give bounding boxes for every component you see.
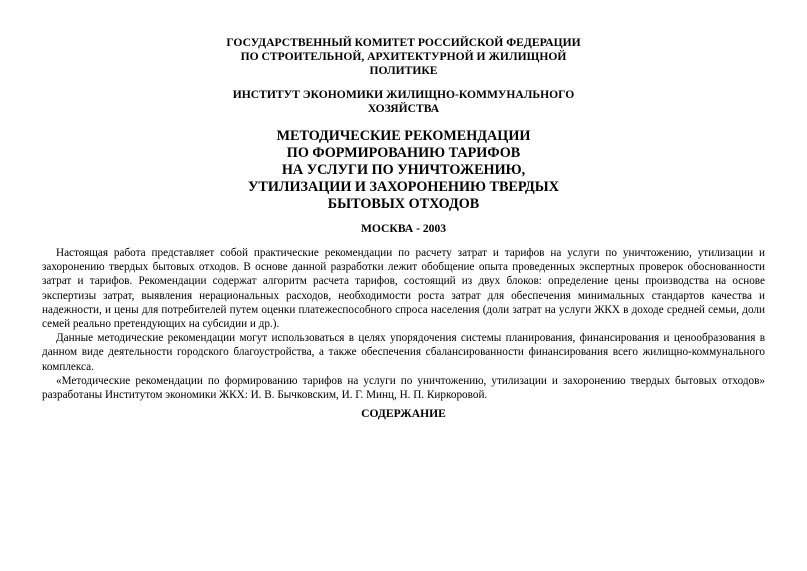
title-line: УТИЛИЗАЦИИ И ЗАХОРОНЕНИЮ ТВЕРДЫХ xyxy=(248,179,559,195)
organization-line: ПО СТРОИТЕЛЬНОЙ, АРХИТЕКТУРНОЙ И ЖИЛИЩНОЙ xyxy=(240,50,567,63)
body-paragraph: Настоящая работа представляет собой практические рекомендации по расчету затрат и тарифов на услуги по уничтожению, утилизации и захоронению твердых бытовых отходов. В основе данной разработки лежит обобщение опыта проведенных экспертных проверок обоснованности затрат и тарифов. Рекомендации содержат алгоритм расчета тарифов, состоящий из двух блоков: определение цены производства на основе экспертизы затрат, выявления нерациональных расходов, необходимости роста затрат для обеспечения минимальных стандартов качества и надежности, и цены для потребителей путем оценки платежеспособного спроса населения (доли затрат на услуги ЖКХ в доходе средней семьи, доли семей реально претендующих на субсидии и др.). xyxy=(42,247,765,331)
document-title xyxy=(42,128,765,213)
organization-heading xyxy=(42,36,765,78)
table-of-contents-heading: СОДЕРЖАНИЕ xyxy=(361,407,446,421)
institute-heading xyxy=(42,88,765,116)
institute-line: ХОЗЯЙСТВА xyxy=(367,102,440,115)
city-year: МОСКВА - 2003 xyxy=(360,222,447,235)
institute-line: ИНСТИТУТ ЭКОНОМИКИ ЖИЛИЩНО-КОММУНАЛЬНОГО xyxy=(232,88,575,101)
title-line: НА УСЛУГИ ПО УНИЧТОЖЕНИЮ, xyxy=(281,162,526,178)
title-line: БЫТОВЫХ ОТХОДОВ xyxy=(327,196,480,212)
organization-line: ГОСУДАРСТВЕННЫЙ КОМИТЕТ РОССИЙСКОЙ ФЕДЕРАЦИИ xyxy=(226,36,581,49)
organization-line: ПОЛИТИКЕ xyxy=(369,64,438,77)
title-line: ПО ФОРМИРОВАНИЮ ТАРИФОВ xyxy=(286,145,521,161)
document-body xyxy=(42,246,765,402)
body-paragraph: Данные методические рекомендации могут использоваться в целях упорядочения системы планирования, финансирования и ценообразования в данном виде деятельности городского благоустройства, а также обеспечения сбалансированности финансирования всего жилищно-коммунального комплекса. xyxy=(42,332,765,373)
title-line: МЕТОДИЧЕСКИЕ РЕКОМЕНДАЦИИ xyxy=(276,128,531,144)
body-paragraph: «Методические рекомендации по формированию тарифов на услуги по уничтожению, утилизации и захоронению твердых бытовых отходов» разработаны Институтом экономики ЖКХ: И. В. Бычковским, И. Г. Минц, Н. П. Киркоровой. xyxy=(42,374,765,402)
